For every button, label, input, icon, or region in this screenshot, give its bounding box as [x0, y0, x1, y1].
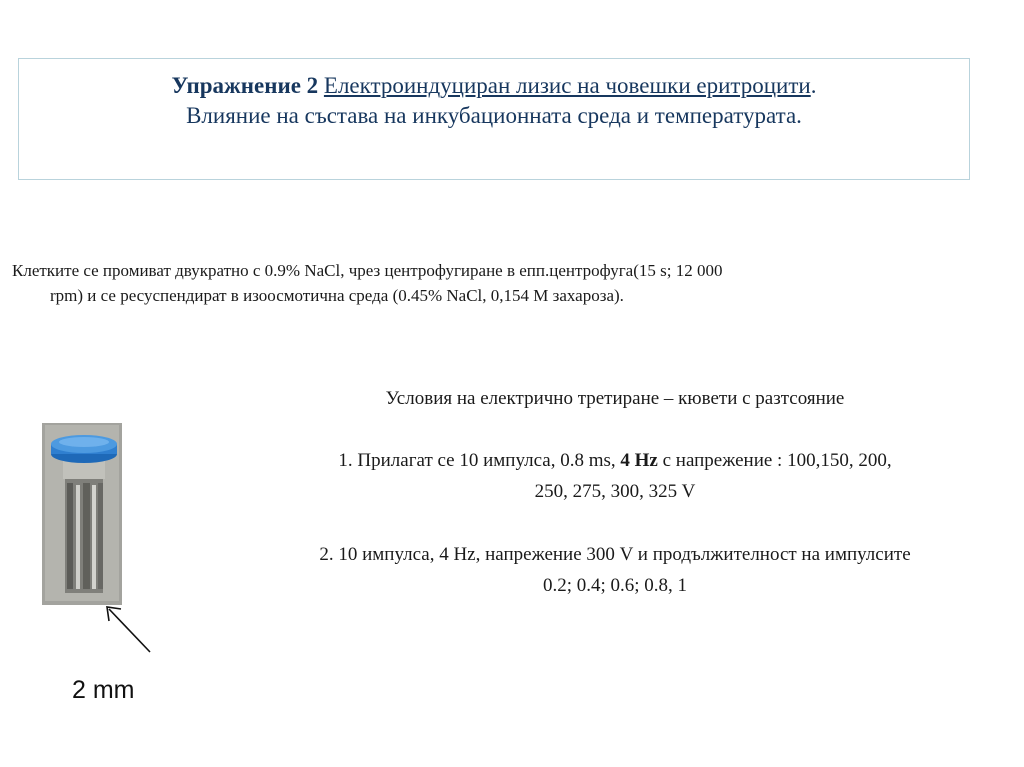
condition-item-1-line-2: 250, 275, 300, 325 V [534, 481, 696, 502]
scale-arrow [100, 600, 156, 656]
title-line-1 [19, 73, 969, 99]
condition-item-1-text: 1. Прилагат се 10 импулса, 0.8 ms, [338, 450, 621, 471]
exercise-title: Електроиндуциран лизис на човешки еритроцити [323, 73, 811, 98]
condition-item-1-line-1 [190, 450, 1024, 472]
condition-item-1-frequency: 4 Hz [620, 450, 658, 471]
conditions-heading: Условия на електрично третиране – кювети с разтсояние [385, 388, 845, 409]
cuvette-photo [42, 423, 122, 605]
condition-item-1-voltage: с напрежение : 100,150, 200, [657, 450, 892, 471]
exercise-number: Упражнение 2 [171, 73, 319, 98]
exercise-subtitle: Влияние на състава на инкубационната среда и температурата. [186, 103, 802, 128]
condition-item-2-line-2: 0.2; 0.4; 0.6; 0.8, 1 [542, 575, 688, 596]
procedure-line-1: Клетките се промиват двукратно с 0.9% NaCl, чрез центрофугиране в епп.центрофуга(15 s; 12 000 [12, 261, 723, 280]
procedure-line-2: rpm) и се ресуспендират в изоосмотична среда (0.45% NaCl, 0,154 М захароза). [50, 286, 624, 305]
title-box [18, 58, 970, 180]
cuvette-image [42, 423, 122, 605]
scale-label: 2 mm [72, 676, 135, 704]
exercise-title-end: . [810, 73, 817, 98]
condition-item-2-line-1: 2. 10 импулса, 4 Hz, напрежение 300 V и продължителност на импулсите [319, 544, 911, 565]
procedure-paragraph [12, 258, 1002, 308]
